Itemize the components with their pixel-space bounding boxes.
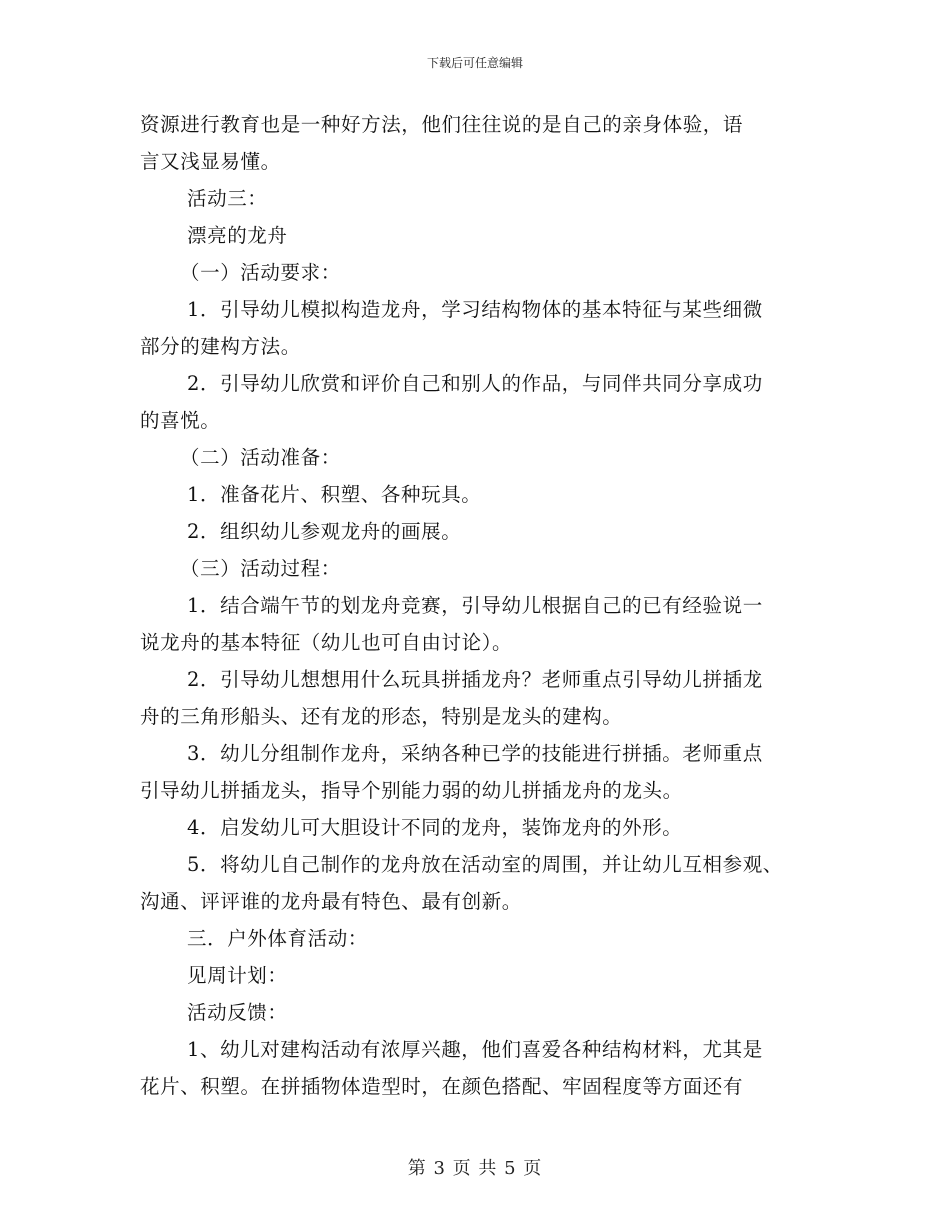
list-item: 5．将幼儿自己制作的龙舟放在活动室的周围，并让幼儿互相参观、 <box>187 853 783 876</box>
list-item: 2．引导幼儿想想用什么玩具拼插龙舟？老师重点引导幼儿拼插龙 <box>187 668 763 691</box>
subsection-heading: （三）活动过程： <box>180 557 341 580</box>
list-item-continuation: 沟通、评评谁的龙舟最有特色、最有创新。 <box>140 890 522 913</box>
list-item: 1、幼儿对建构活动有浓厚兴趣，他们喜爱各种结构材料，尤其是 <box>187 1038 763 1061</box>
paragraph-line: 言又浅显易懂。 <box>140 150 281 173</box>
list-item: 3．幼儿分组制作龙舟，采纳各种已学的技能进行拼插。老师重点 <box>187 742 763 765</box>
list-item-continuation: 部分的建构方法。 <box>140 335 301 358</box>
section-heading: 活动反馈： <box>187 1001 288 1024</box>
list-item-continuation: 说龙舟的基本特征（幼儿也可自由讨论）。 <box>140 631 513 654</box>
activity-title: 漂亮的龙舟 <box>187 224 288 247</box>
list-item-continuation: 的喜悦。 <box>140 409 221 432</box>
section-heading: 活动三： <box>187 187 268 210</box>
paragraph-line: 资源进行教育也是一种好方法，他们往往说的是自己的亲身体验，语 <box>140 113 744 136</box>
subsection-heading: （二）活动准备： <box>180 446 341 469</box>
section-heading: 三．户外体育活动： <box>187 927 368 950</box>
list-item-continuation: 引导幼儿拼插龙头，指导个别能力弱的幼儿拼插龙舟的龙头。 <box>140 779 683 802</box>
list-item-continuation: 舟的三角形船头、还有龙的形态，特别是龙头的建构。 <box>140 705 623 728</box>
page-number: 第 3 页 共 5 页 <box>407 1158 543 1179</box>
page-header: 下载后可任意编辑 <box>426 56 523 70</box>
list-item: 1．引导幼儿模拟构造龙舟，学习结构物体的基本特征与某些细微 <box>187 298 763 321</box>
document-body <box>140 106 830 1105</box>
subsection-heading: （一）活动要求： <box>180 261 341 284</box>
list-item: 4．启发幼儿可大胆设计不同的龙舟，装饰龙舟的外形。 <box>187 816 683 839</box>
list-item: 1．准备花片、积塑、各种玩具。 <box>187 483 482 506</box>
list-item: 2．组织幼儿参观龙舟的画展。 <box>187 520 462 543</box>
list-item: 2．引导幼儿欣赏和评价自己和别人的作品，与同伴共同分享成功 <box>187 372 763 395</box>
paragraph-line: 见周计划： <box>187 964 288 987</box>
list-item-continuation: 花片、积塑。在拼插物体造型时，在颜色搭配、牢固程度等方面还有 <box>140 1075 744 1098</box>
list-item: 1．结合端午节的划龙舟竞赛，引导幼儿根据自己的已有经验说一 <box>187 594 763 617</box>
